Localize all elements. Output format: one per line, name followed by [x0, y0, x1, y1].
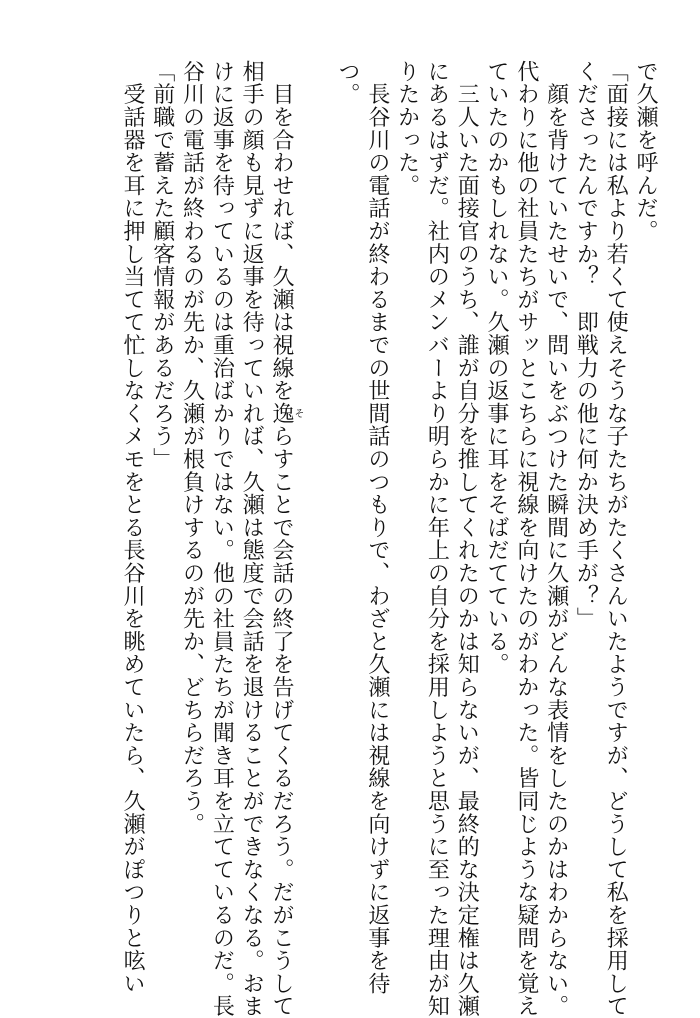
ruby-reading: そ	[291, 402, 303, 425]
text-line: 相手の顔も見ずに返事を待っていれば、久瀬は態度で会話を退けることができなくなる。おま	[239, 60, 265, 1018]
text-line: りたかった。	[394, 60, 420, 197]
text-line: くださったんですか？ 即戦力の他に何か決め手が？」	[573, 60, 599, 630]
text-line: 顔を背けていたせいで、問いをぶつけた瞬間に久瀬がどんな表情をしたのかはわからない。	[543, 60, 569, 1018]
text-line: で久瀬を呼んだ。	[633, 60, 658, 243]
text-line: 長谷川の電話が終わるまでの世間話のつもりで、わざと久瀬には視線を向けずに返事を待	[364, 60, 390, 995]
ruby-annotation: 逸そ	[268, 402, 303, 425]
text-line: けに返事を待っているのは重治ばかりではない。他の社員たちが聞き耳を立てているのだ。長	[209, 60, 235, 1018]
text-line: 「前職で蓄えた顧客情報があるだろう」	[149, 60, 175, 471]
text-line-with-ruby: 目を合わせれば、久瀬は視線を逸そらすことで会話の終了を告げてくるだろう。だがこうして	[268, 60, 303, 1018]
text-line: 三人いた面接官のうち、誰が自分を推してくれたのかは知らないが、最終的な決定権は久瀬	[454, 60, 480, 1018]
text-line: ていたのかもしれない。久瀬の返事に耳をそばだてている。	[484, 60, 510, 676]
text-line: 代わりに他の社員たちがサッとこちらに視線を向けたのがわかった。皆同じような疑問を覚え	[513, 60, 539, 1018]
text-line: にあるはずだ。社内のメンバーより明らかに年上の自分を採用しようと思うに至った理由が知	[424, 60, 450, 1018]
text-line: 受話器を耳に押し当てて忙しなくメモをとる長谷川を眺めていたら、久瀬がぽつりと呟い	[119, 60, 145, 995]
text-line: つ。	[335, 60, 361, 106]
text-line: 「面接には私より若くて使えそうな子たちがたくさんいたようですが、どうして私を採用して	[603, 60, 629, 1018]
vertical-text-body	[117, 60, 660, 1018]
text-line: 谷川の電話が終わるのが先か、久瀬が根負けするのが先か、どちらだろう。	[179, 60, 205, 836]
